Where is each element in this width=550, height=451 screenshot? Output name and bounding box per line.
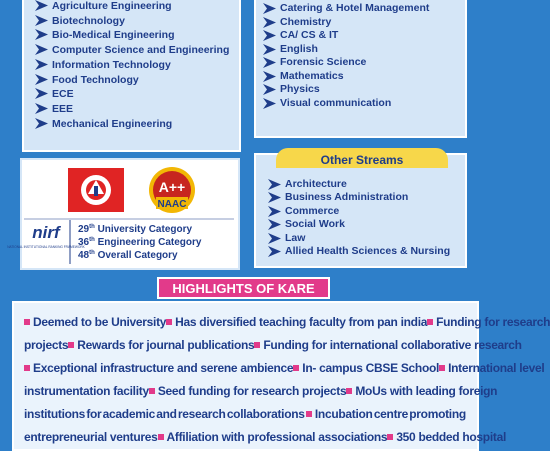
highlight-text: promoting — [409, 407, 466, 421]
square-bullet-icon — [346, 388, 352, 394]
square-bullet-icon — [24, 319, 30, 325]
highlight-segment — [409, 403, 466, 426]
highlight-segment — [254, 334, 521, 357]
highlight-text: Incubation — [314, 407, 373, 421]
arrow-bullet-icon — [268, 219, 281, 230]
arrow-bullet-icon — [35, 0, 48, 11]
other-stream-item — [268, 178, 450, 191]
highlight-text: Funding for international collaborative research — [263, 338, 522, 352]
highlight-segment — [166, 311, 427, 334]
engineering-item — [35, 0, 229, 14]
highlight-segment — [86, 403, 101, 426]
highlights-text — [24, 311, 550, 449]
other-program-item-label: English — [280, 42, 318, 55]
highlight-segment — [374, 403, 408, 426]
square-bullet-icon — [254, 342, 260, 348]
other-streams-title: Other Streams — [276, 148, 448, 168]
highlight-segment — [156, 403, 176, 426]
highlight-segment — [158, 426, 388, 449]
highlight-segment — [68, 334, 254, 357]
nirf-logo-icon — [7, 223, 85, 256]
square-bullet-icon — [293, 365, 299, 371]
engineering-item-label: Bio-Medical Engineering — [52, 29, 175, 42]
engineering-panel — [22, 0, 241, 152]
other-stream-item-label: Allied Health Sciences & Nursing — [285, 245, 451, 258]
other-program-item-label: Chemistry — [280, 15, 332, 28]
highlight-text: Affiliation with professional associations — [166, 430, 388, 444]
engineering-item-label: Information Technology — [52, 58, 171, 71]
naac-grade: A++ — [158, 179, 186, 195]
highlight-text: Deemed to be University — [33, 315, 167, 329]
engineering-item — [35, 102, 229, 117]
engineering-item-label: Food Technology — [52, 73, 139, 86]
accreditation-panel — [7, 158, 240, 270]
arrow-bullet-icon — [268, 206, 281, 217]
other-programs-panel — [254, 0, 467, 138]
other-streams-panel — [254, 153, 467, 268]
highlight-segment — [227, 403, 305, 426]
nirf-small-text: NATIONAL INSTITUTIONAL RANKING FRAMEWORK — [7, 245, 85, 249]
engineering-item — [35, 43, 229, 58]
highlight-text: and — [156, 407, 177, 421]
highlight-text: Seed funding for research projects — [157, 384, 347, 398]
other-program-item-label: Forensic Science — [280, 56, 367, 68]
highlight-text: research — [177, 407, 226, 421]
ranking-overall: 48th Overall Category — [78, 250, 178, 261]
other-program-item — [263, 29, 429, 43]
accreditation-graphic — [7, 160, 238, 268]
arrow-bullet-icon — [268, 192, 281, 203]
engineering-item — [35, 117, 229, 132]
other-program-item-label: CA/ CS & IT — [280, 29, 339, 41]
highlight-segment — [149, 380, 347, 403]
engineering-item-label: Computer Science and Engineering — [52, 44, 230, 57]
arrow-bullet-icon — [268, 179, 281, 190]
arrow-bullet-icon — [35, 88, 48, 99]
other-program-item — [263, 43, 429, 57]
square-bullet-icon — [439, 365, 445, 371]
highlights-line — [24, 380, 498, 403]
arrow-bullet-icon — [35, 74, 48, 85]
highlight-text: MoUs with leading foreign — [355, 384, 498, 398]
highlights-line — [24, 357, 545, 380]
other-stream-item-label: Law — [285, 231, 306, 244]
other-stream-item — [268, 205, 450, 218]
highlights-title: HIGHLIGHTS OF KARE — [157, 277, 330, 299]
highlight-segment — [293, 357, 439, 380]
highlight-text: academic — [102, 407, 155, 421]
other-stream-item — [268, 232, 450, 245]
university-emblem-icon — [68, 168, 124, 212]
highlight-text: 350 bedded hospital — [396, 430, 506, 444]
nirf-logo-text: nirf — [32, 223, 60, 242]
highlight-text: for — [86, 407, 102, 421]
engineering-item — [35, 87, 229, 102]
engineering-item — [35, 28, 229, 43]
highlights-panel — [12, 301, 550, 451]
other-stream-item — [268, 245, 450, 258]
other-stream-item — [268, 218, 450, 231]
highlight-text: Exceptional infrastructure and serene ambience — [33, 361, 294, 375]
arrow-bullet-icon — [263, 84, 276, 95]
other-stream-item — [268, 191, 450, 204]
other-stream-item-label: Architecture — [285, 178, 347, 190]
arrow-bullet-icon — [263, 3, 276, 14]
other-streams-list — [268, 178, 450, 258]
highlight-segment — [346, 380, 497, 403]
other-programs-list — [263, 2, 429, 110]
other-program-item — [263, 2, 429, 16]
square-bullet-icon — [387, 434, 393, 440]
square-bullet-icon — [166, 319, 172, 325]
other-program-item — [263, 56, 429, 70]
highlight-segment — [103, 403, 155, 426]
arrow-bullet-icon — [263, 71, 276, 82]
highlight-segment — [24, 357, 293, 380]
engineering-item — [35, 58, 229, 73]
highlight-segment — [439, 357, 544, 380]
highlight-text: projects — [24, 338, 69, 352]
ranking-university: 29th University Category — [78, 224, 193, 235]
highlights-line — [24, 426, 506, 449]
arrow-bullet-icon — [35, 29, 48, 40]
naac-badge-icon — [149, 167, 195, 213]
highlight-segment — [24, 334, 68, 357]
highlights-line — [24, 334, 522, 357]
highlight-text: Funding for research — [436, 315, 550, 329]
highlight-segment — [24, 403, 85, 426]
arrow-bullet-icon — [263, 57, 276, 68]
highlight-text: Rewards for journal publications — [77, 338, 255, 352]
arrow-bullet-icon — [263, 17, 276, 28]
highlight-segment — [387, 426, 506, 449]
square-bullet-icon — [149, 388, 155, 394]
ranking-engineering: 36th Engineering Category — [78, 237, 202, 248]
highlight-text: collaborations — [226, 407, 305, 421]
arrow-bullet-icon — [268, 246, 281, 257]
highlight-segment — [24, 311, 166, 334]
square-bullet-icon — [158, 434, 164, 440]
highlight-segment — [427, 311, 550, 334]
other-stream-item-label: Business Administration — [285, 191, 409, 204]
engineering-item-label: Mechanical Engineering — [52, 117, 173, 130]
other-program-item — [263, 83, 429, 97]
highlight-text: In- campus CBSE School — [302, 361, 440, 375]
square-bullet-icon — [306, 411, 312, 417]
arrow-bullet-icon — [35, 118, 48, 129]
other-program-item-label: Visual communication — [280, 96, 392, 109]
square-bullet-icon — [427, 319, 433, 325]
other-program-item — [263, 16, 429, 30]
arrow-bullet-icon — [35, 103, 48, 114]
other-stream-item-label: Social Work — [285, 218, 345, 231]
highlight-text: International level — [448, 361, 545, 375]
other-program-item-label: Physics — [280, 83, 320, 95]
engineering-item — [35, 73, 229, 88]
highlight-text: entrepreneurial ventures — [24, 430, 158, 444]
other-program-item — [263, 97, 429, 111]
highlight-segment — [306, 403, 373, 426]
arrow-bullet-icon — [268, 233, 281, 244]
engineering-item-label: ECE — [52, 88, 74, 101]
engineering-item-label: EEE — [52, 102, 74, 115]
engineering-list — [35, 0, 229, 131]
arrow-bullet-icon — [35, 15, 48, 26]
highlight-text: Has diversified teaching faculty from pan india — [175, 315, 428, 329]
arrow-bullet-icon — [263, 98, 276, 109]
engineering-item — [35, 14, 229, 29]
arrow-bullet-icon — [263, 44, 276, 55]
square-bullet-icon — [24, 365, 30, 371]
highlight-segment — [178, 403, 226, 426]
engineering-item-label: Biotechnology — [52, 14, 125, 27]
naac-label: NAAC — [157, 199, 187, 210]
engineering-item-label: Agriculture Engineering — [52, 0, 172, 12]
arrow-bullet-icon — [35, 59, 48, 70]
highlight-segment — [24, 380, 149, 403]
square-bullet-icon — [68, 342, 74, 348]
other-program-item-label: Mathematics — [280, 69, 344, 82]
highlight-text: centre — [373, 407, 409, 421]
highlight-segment — [24, 426, 158, 449]
highlights-line — [24, 311, 550, 334]
arrow-bullet-icon — [263, 30, 276, 41]
highlights-line — [24, 403, 466, 426]
highlight-text: instrumentation facility — [24, 384, 149, 398]
highlight-text: institutions — [24, 407, 86, 421]
other-stream-item-label: Commerce — [285, 204, 340, 217]
other-program-item-label: Catering & Hotel Management — [280, 2, 430, 14]
arrow-bullet-icon — [35, 44, 48, 55]
other-program-item — [263, 70, 429, 84]
